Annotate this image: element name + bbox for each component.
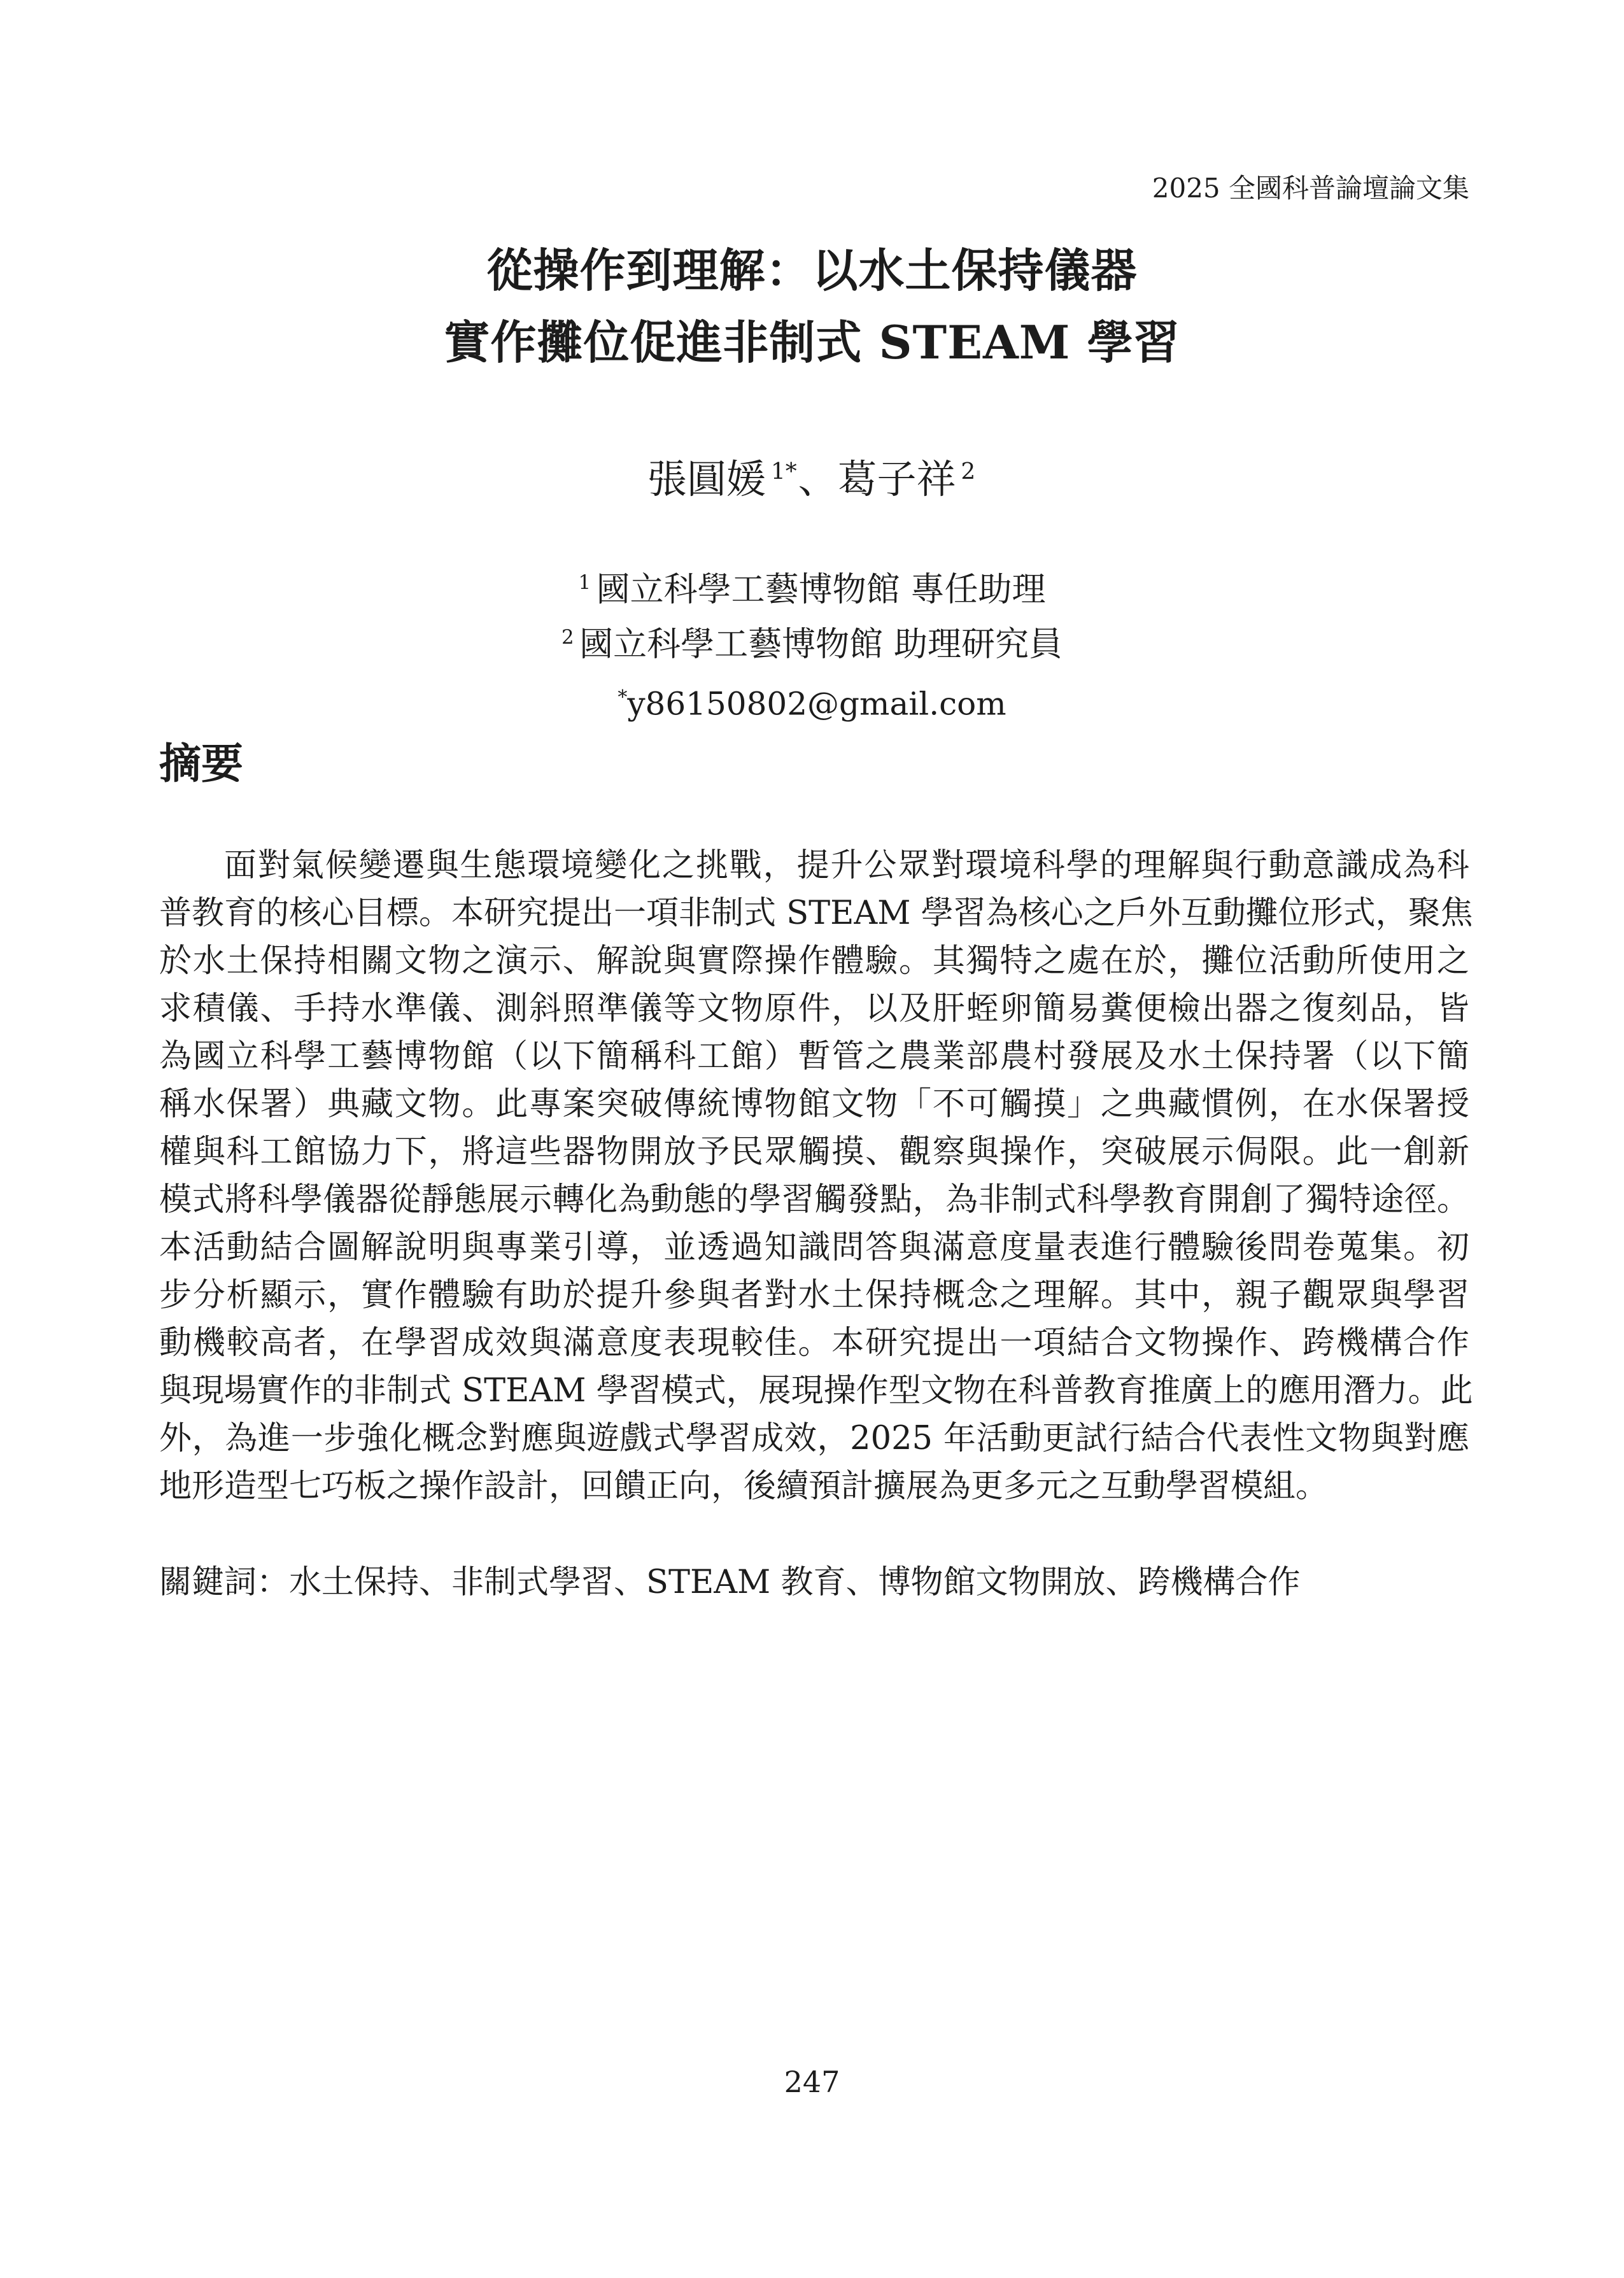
paper-title-line-1: 從操作到理解：以水土保持儀器 (486, 243, 1138, 297)
abstract-line: 外，為進一步強化概念對應與遊戲式學習成效，2025 年活動更試行結合代表性文物與對應 (159, 1420, 1469, 1457)
abstract-line: 面對氣候變遷與生態環境變化之挑戰，提升公眾對環境科學的理解與行動意識成為科 (224, 847, 1469, 884)
page-number: 247 (784, 2065, 840, 2099)
author-separator: 、 (798, 456, 838, 502)
abstract-line: 動機較高者，在學習成效與滿意度表現較佳。本研究提出一項結合文物操作、跨機構合作 (159, 1324, 1469, 1362)
keywords-line (159, 1559, 1469, 1606)
paper-title (0, 234, 1624, 378)
abstract-heading: 摘要 (159, 739, 243, 788)
keywords-label: 關鍵詞： (159, 1564, 290, 1601)
proceedings-header: 2025 全國科普論壇論文集 (1152, 173, 1469, 204)
abstract-line: 模式將科學儀器從靜態展示轉化為動態的學習觸發點，為非制式科學教育開創了獨特途徑。 (159, 1181, 1469, 1219)
authors-line (0, 456, 1624, 502)
abstract-line: 權與科工館協力下，將這些器物開放予民眾觸摸、觀察與操作，突破展示侷限。此一創新 (159, 1133, 1469, 1171)
contact-email-superscript: * (618, 686, 628, 709)
abstract-line: 為國立科學工藝博物館（以下簡稱科工館）暫管之農業部農村發展及水土保持署（以下簡 (159, 1038, 1469, 1075)
paper-title-line-2: 實作攤位促進非制式 STEAM 學習 (444, 315, 1180, 369)
affiliation-2-superscript: 2 (561, 625, 574, 649)
abstract-line: 步分析顯示，實作體驗有助於提升參與者對水土保持概念之理解。其中，親子觀眾與學習 (159, 1277, 1469, 1314)
author-2-name: 葛子祥 (837, 456, 956, 502)
abstract-line: 稱水保署）典藏文物。此專案突破傳統博物館文物「不可觸摸」之典藏慣例，在水保署授 (159, 1086, 1469, 1123)
keywords-text: 水土保持、非制式學習、STEAM 教育、博物館文物開放、跨機構合作 (289, 1564, 1301, 1601)
author-2-superscript: 2 (961, 458, 976, 485)
affiliation-1-superscript: 1 (578, 571, 591, 594)
abstract-line: 於水土保持相關文物之演示、解說與實際操作體驗。其獨特之處在於，攤位活動所使用之 (159, 942, 1469, 980)
abstract-body (159, 842, 1473, 1510)
contact-email-row (0, 674, 1624, 728)
abstract-line: 普教育的核心目標。本研究提出一項非制式 STEAM 學習為核心之戶外互動攤位形式，聚焦 (159, 895, 1473, 932)
affiliation-2 (0, 614, 1624, 669)
abstract-line: 本活動結合圖解說明與專業引導，並透過知識問答與滿意度量表進行體驗後問卷蒐集。初 (159, 1229, 1469, 1266)
abstract-line: 與現場實作的非制式 STEAM 學習模式，展現操作型文物在科普教育推廣上的應用潛力。此 (159, 1372, 1473, 1410)
affiliation-1 (0, 559, 1624, 614)
author-1-name: 張圓媛 (647, 456, 766, 502)
contact-email: y86150802@gmail.com (627, 685, 1006, 723)
abstract-line: 地形造型七巧板之操作設計，回饋正向，後續預計擴展為更多元之互動學習模組。 (159, 1468, 1329, 1505)
affiliation-2-text: 國立科學工藝博物館 助理研究員 (579, 625, 1063, 664)
abstract-line: 求積儀、手持水準儀、測斜照準儀等文物原件，以及肝蛭卵簡易糞便檢出器之復刻品，皆 (159, 990, 1469, 1028)
affiliation-1-text: 國立科學工藝博物館 專任助理 (596, 570, 1046, 609)
affiliations-block (0, 559, 1624, 728)
author-1-superscript: 1* (770, 458, 797, 485)
